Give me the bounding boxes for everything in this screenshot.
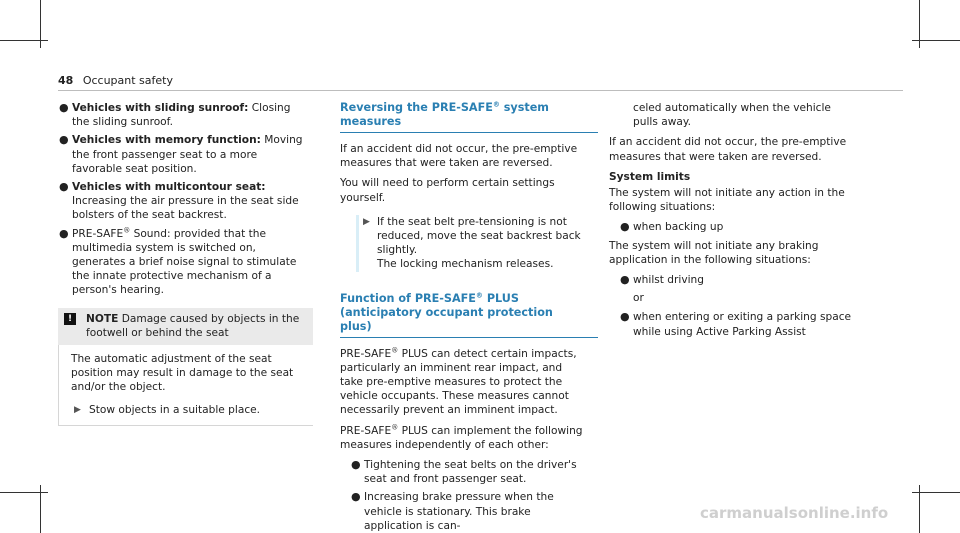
heading-rule: [340, 132, 598, 133]
step-text: If the seat belt pre-tensioning is not reduced, move the seat backrest back slightly.: [377, 215, 581, 257]
list-item: [619, 310, 857, 338]
crop-mark: [0, 40, 48, 41]
paragraph-text: PRE-SAFE: [340, 347, 392, 360]
page-number: 48: [58, 74, 74, 87]
note-title: Damage caused by objects in the footwell or behind the seat: [86, 312, 300, 339]
subheading: System limits: [609, 170, 691, 183]
bullet-text: when backing up: [633, 221, 724, 234]
bullet-text: PRE-SAFE: [72, 227, 124, 240]
registered-mark: ®: [391, 423, 399, 432]
paragraph: If an accident did not occur, the pre-emptive measures that were taken are reversed.: [340, 143, 578, 170]
paragraph: [340, 424, 588, 452]
bullet-text: whilst driving: [633, 274, 704, 287]
heading-text: PLUS (anticipatory occupant protection plus): [340, 291, 553, 333]
bullet-icon: ●: [620, 220, 630, 234]
list-item: [350, 458, 588, 486]
bullet-text: Tightening the seat belts on the driver's seat and front passenger seat.: [364, 459, 577, 486]
watermark: carmanualsonline.info: [700, 504, 889, 522]
section-heading: [340, 101, 588, 129]
registered-mark: ®: [475, 290, 483, 299]
bullet-icon: ●: [59, 133, 69, 147]
bullet-icon: ●: [351, 458, 361, 472]
arrow-right-icon: ▶: [363, 216, 370, 227]
heading-text: system measures: [340, 101, 549, 128]
warning-icon: !: [64, 313, 76, 325]
bullet-icon: ●: [620, 273, 630, 287]
heading-text: Function of PRE-SAFE: [340, 291, 476, 305]
paragraph-text: PLUS can implement the following measures independently of each other:: [340, 424, 583, 451]
bullet-bold: Vehicles with multicontour seat:: [72, 181, 266, 194]
crop-mark: [912, 492, 960, 493]
page-header: [58, 74, 173, 88]
bullet-text: Sound: provided that the multimedia system is switched on, generates a brief noise signal to stimulate the innate protective mechanism of a person's hearing.: [72, 227, 297, 297]
bullet-text: Increasing the air pressure in the seat side bolsters of the seat backrest.: [72, 195, 299, 222]
bullet-text: Moving the front passenger seat to a more favorable seat position.: [72, 134, 303, 175]
registered-mark: ®: [123, 226, 131, 235]
paragraph: If an accident did not occur, the pre-emptive measures that were taken are reversed.: [609, 136, 847, 163]
note-text: The automatic adjustment of the seat position may result in damage to the seat and/or the object.: [71, 353, 294, 394]
paragraph: The system will not initiate any braking application in the following situations:: [609, 239, 819, 266]
paragraph-text: PLUS can detect certain impacts, particularly an imminent rear impact, and take pre-emptive measures to protect the vehicle occupants. These measures cannot necessarily prevent an imminent impact.: [340, 347, 577, 417]
crop-mark: [0, 492, 48, 493]
registered-mark: ®: [492, 100, 500, 109]
or-text: or: [633, 292, 644, 305]
bullet-icon: ●: [59, 226, 69, 240]
registered-mark: ®: [391, 346, 399, 355]
bullet-text: Increasing brake pressure when the vehicle is stationary. This brake application is can-: [364, 491, 554, 532]
bullet-icon: ●: [59, 180, 69, 194]
header-rule: [58, 90, 903, 91]
action-step: [71, 403, 303, 417]
column-middle: [340, 101, 588, 533]
note-header: [58, 308, 313, 345]
list-item: [58, 180, 306, 223]
heading-text: Reversing the PRE-SAFE: [340, 101, 493, 114]
list-item: [619, 220, 857, 234]
arrow-right-icon: ▶: [74, 404, 81, 415]
note-body: [58, 345, 313, 426]
bullet-icon: ●: [59, 101, 69, 114]
step-text: Stow objects in a suitable place.: [89, 403, 261, 416]
bullet-text: Closing the sliding sunroof.: [72, 102, 291, 129]
list-item: [58, 227, 306, 298]
list-item: [350, 490, 588, 533]
crop-mark: [912, 40, 960, 41]
heading-rule: [340, 337, 598, 338]
action-step: [356, 215, 588, 272]
paragraph: The system will not initiate any action in the following situations:: [609, 187, 845, 214]
bullet-bold: Vehicles with memory function:: [72, 134, 261, 147]
bullet-icon: ●: [351, 490, 361, 504]
section-heading: [340, 292, 588, 334]
bullet-bold: Vehicles with sliding sunroof:: [72, 102, 249, 114]
column-left: [58, 101, 306, 426]
paragraph: You will need to perform certain settings yourself.: [340, 177, 555, 204]
note-heading: [86, 312, 307, 340]
paragraph: [340, 347, 588, 418]
step-result: The locking mechanism releases.: [377, 258, 554, 271]
paragraph-text: PRE-SAFE: [340, 424, 392, 437]
bullet-text: when entering or exiting a parking space while using Active Parking Assist: [633, 311, 852, 338]
list-item: [58, 101, 306, 129]
bullet-icon: ●: [620, 310, 630, 324]
note-label: NOTE: [86, 312, 119, 325]
list-item: [619, 273, 857, 287]
list-item: [58, 133, 306, 176]
paragraph: celed automatically when the vehicle pulls away.: [633, 102, 831, 129]
section-title: Occupant safety: [82, 74, 173, 87]
column-right: [609, 101, 857, 343]
note-box: [58, 308, 313, 426]
